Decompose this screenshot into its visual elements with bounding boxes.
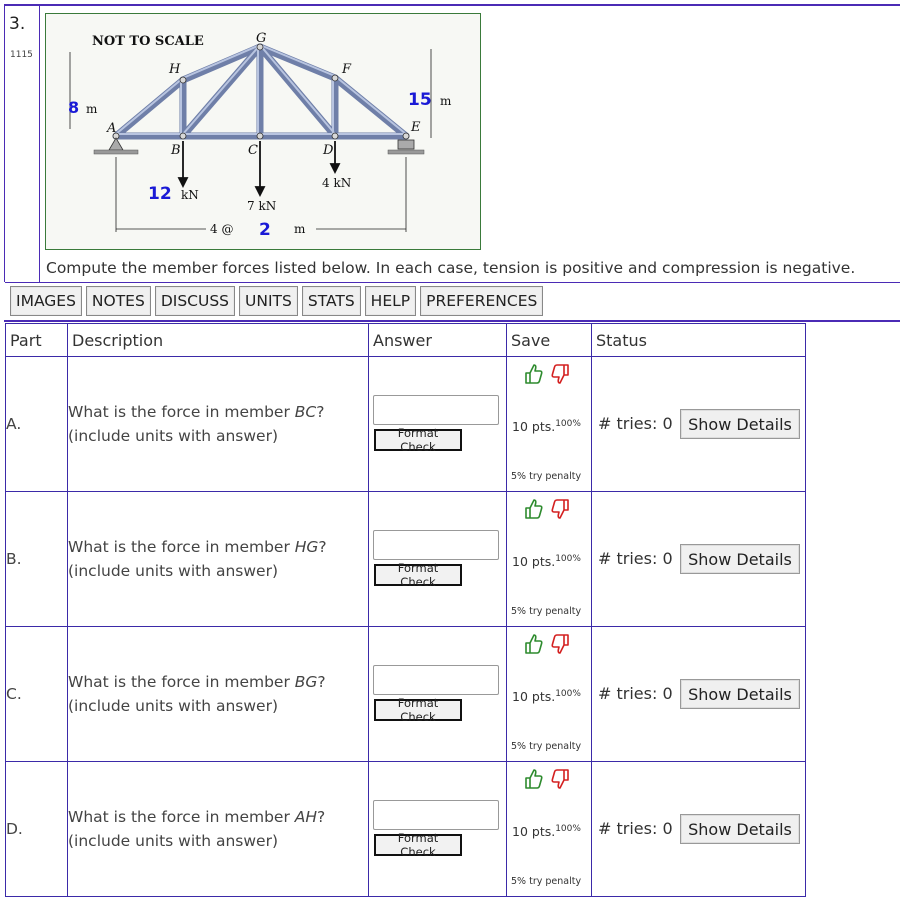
help-button[interactable]: HELP [365,286,416,316]
tries-value: 0 [662,684,673,703]
answer-cell [369,357,507,492]
show-details-button[interactable]: Show Details [680,409,800,439]
header-status: Status [592,324,806,357]
images-button[interactable]: IMAGES [10,286,82,316]
format-check-button[interactable]: Format Check [374,834,462,856]
tries-counter [598,684,673,703]
units-note: (include units with answer) [68,832,279,850]
thumbs-up-icon[interactable] [523,498,543,520]
joint-label-d: D [323,143,334,158]
header-save: Save [507,324,592,357]
question-suffix: ? [316,403,325,421]
pin-support-a [94,138,138,154]
points-percent: 100% [555,689,581,699]
part-label: D. [6,762,68,897]
problem-id: 1115 [10,50,33,60]
divider [39,6,40,282]
status-cell [592,627,806,762]
question-suffix: ? [318,538,327,556]
answer-cell [369,762,507,897]
table-header-row [6,324,806,357]
points-value: 10 pts. [512,689,556,705]
member-name: BG [294,673,318,691]
span-unit: m [294,222,306,236]
load-d: 4 kN [322,176,352,190]
span-prefix: 4 @ [210,222,234,236]
toolbar [10,286,543,316]
header-answer: Answer [369,324,507,357]
try-penalty: 5% try penalty [511,876,582,887]
member-name: BC [294,403,317,421]
joint-label-e: E [411,120,421,135]
try-penalty: 5% try penalty [511,741,582,752]
header-description: Description [68,324,369,357]
question-cell [68,627,369,762]
parts-table [5,323,806,897]
thumbs-down-icon[interactable] [551,498,571,520]
answer-input[interactable] [373,800,499,830]
preferences-button[interactable]: PREFERENCES [420,286,543,316]
joint-label-a: A [107,121,117,136]
stats-button[interactable]: STATS [302,286,361,316]
thumbs-up-icon[interactable] [523,768,543,790]
answer-cell [369,627,507,762]
member-name: AH [294,808,318,826]
left-height-unit: m [86,102,98,116]
part-label: B. [6,492,68,627]
question-text [68,805,368,829]
notes-button[interactable]: NOTES [86,286,151,316]
question-cell [68,492,369,627]
joint-label-c: C [248,143,258,158]
part-label: A. [6,357,68,492]
save-cell [507,492,592,627]
question-text [68,670,368,694]
units-note: (include units with answer) [68,697,279,715]
feedback-icons [523,633,571,655]
format-check-button[interactable]: Format Check [374,699,462,721]
units-note: (include units with answer) [68,562,279,580]
right-height-unit: m [440,94,452,108]
problem-number: 3. [9,14,26,34]
thumbs-up-icon[interactable] [523,633,543,655]
thumbs-down-icon[interactable] [551,633,571,655]
answer-input[interactable] [373,530,499,560]
table-row [6,762,806,897]
thumbs-down-icon[interactable] [551,363,571,385]
format-check-button[interactable]: Format Check [374,564,462,586]
divider [4,320,900,322]
tries-counter [598,414,673,433]
tries-label: # tries: [598,684,658,703]
try-penalty: 5% try penalty [511,606,582,617]
format-check-button[interactable]: Format Check [374,429,462,451]
question-prefix: What is the force in member [68,403,295,421]
question-cell [68,762,369,897]
question-text [68,535,368,559]
status-cell [592,357,806,492]
question-prefix: What is the force in member [68,673,295,691]
points-percent: 100% [555,824,581,834]
points-value: 10 pts. [512,824,556,840]
roller-support-e [388,140,424,154]
show-details-button[interactable]: Show Details [680,544,800,574]
table-row [6,627,806,762]
truss-diagram [46,14,482,251]
points-percent: 100% [555,554,581,564]
divider [5,282,900,283]
show-details-button[interactable]: Show Details [680,814,800,844]
save-cell [507,357,592,492]
question-suffix: ? [317,808,326,826]
part-label: C. [6,627,68,762]
problem-header [4,4,900,282]
units-note: (include units with answer) [68,427,279,445]
feedback-icons [523,498,571,520]
answer-input[interactable] [373,665,499,695]
joint-label-f: F [342,62,352,77]
scale-note: NOT TO SCALE [92,34,204,49]
question-text [68,400,368,424]
save-cell [507,762,592,897]
status-cell [592,492,806,627]
points-value: 10 pts. [512,554,556,570]
answer-cell [369,492,507,627]
tries-label: # tries: [598,414,658,433]
thumbs-up-icon[interactable] [523,363,543,385]
tries-value: 0 [662,819,673,838]
points-value: 10 pts. [512,419,556,435]
question-suffix: ? [317,673,326,691]
joint-label-g: G [256,31,267,46]
save-cell [507,627,592,762]
thumbs-down-icon[interactable] [551,768,571,790]
units-button[interactable]: UNITS [239,286,298,316]
header-part: Part [6,324,68,357]
discuss-button[interactable]: DISCUSS [155,286,235,316]
question-prefix: What is the force in member [68,538,295,556]
tries-counter [598,819,673,838]
member-name: HG [294,538,319,556]
problem-statement: Compute the member forces listed below. In each case, tension is positive and compression is negative. [46,259,856,277]
points-label [512,419,581,434]
joint-label-h: H [169,62,181,77]
tries-value: 0 [662,414,673,433]
answer-input[interactable] [373,395,499,425]
load-c: 7 kN [247,199,277,213]
tries-value: 0 [662,549,673,568]
points-percent: 100% [555,419,581,429]
right-height-value: 15 [408,90,432,110]
tries-label: # tries: [598,819,658,838]
left-height-value: 8 [68,98,80,117]
joint-label-b: B [171,143,181,158]
points-label [512,824,581,839]
feedback-icons [523,363,571,385]
points-label [512,554,581,569]
truss-figure [45,13,481,250]
tries-counter [598,549,673,568]
load-b-value: 12 [148,184,172,204]
points-label [512,689,581,704]
question-prefix: What is the force in member [68,808,295,826]
table-row [6,357,806,492]
question-cell [68,357,369,492]
span-value: 2 [259,220,271,240]
table-row [6,492,806,627]
show-details-button[interactable]: Show Details [680,679,800,709]
load-b-unit: kN [181,188,199,202]
try-penalty: 5% try penalty [511,471,582,482]
tries-label: # tries: [598,549,658,568]
feedback-icons [523,768,571,790]
status-cell [592,762,806,897]
